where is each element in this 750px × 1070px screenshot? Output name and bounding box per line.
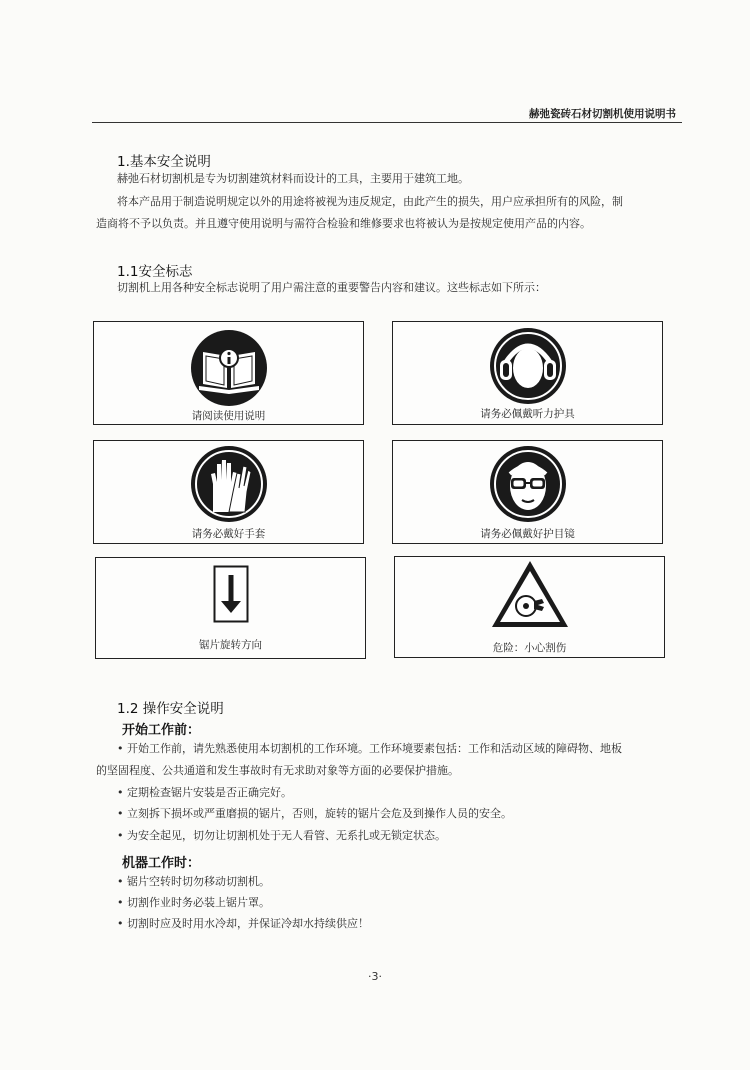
section-1-1-heading: 1.1安全标志: [117, 264, 193, 280]
goggles-icon: [488, 444, 568, 524]
during-item-2: • 切割作业时务必装上锯片罩。: [117, 896, 270, 909]
sign-goggles: [392, 440, 663, 544]
header-title: 赫弛瓷砖石材切割机使用说明书: [529, 108, 676, 120]
sign-cut-warning: [394, 556, 665, 658]
section-1-heading: 1.基本安全说明: [117, 154, 211, 170]
down-arrow-icon: [213, 565, 249, 623]
section-1-para-2-line-2: 造商将不予以负责。并且遵守使用说明与需符合检验和维修要求也将被认为是按规定使用产品的内容。: [96, 217, 591, 230]
sign-blade-rotation: [95, 557, 366, 659]
sign-gloves-label: 请务必戴好手套: [191, 528, 266, 540]
sign-blade-rotation-label: 锯片旋转方向: [199, 639, 262, 651]
header-rule: [92, 122, 682, 123]
during-item-3: • 切割时应及时用水冷却，并保证冷却水持续供应！: [117, 917, 369, 930]
before-work-heading: 开始工作前：: [122, 723, 201, 738]
sign-read-manual-label: 请阅读使用说明: [191, 410, 266, 422]
before-item-4: • 为安全起见，切勿让切割机处于无人看管、无系扎或无锁定状态。: [117, 829, 446, 842]
before-item-3: • 立刻拆下损坏或严重磨损的锯片，否则，旋转的锯片会危及到操作人员的安全。: [117, 807, 512, 820]
section-1-para-1: 赫弛石材切割机是专为切割建筑材料而设计的工具，主要用于建筑工地。: [117, 172, 469, 185]
during-work-heading: 机器工作时：: [122, 856, 201, 871]
sign-goggles-label: 请务必佩戴好护目镜: [480, 528, 575, 540]
during-item-1: • 锯片空转时切勿移动切割机。: [117, 875, 270, 888]
before-item-1-line-1: • 开始工作前，请先熟悉使用本切割机的工作环境。工作环境要素包括：工作和活动区域的障碍物、地板: [117, 742, 622, 755]
cut-warning-icon: [490, 559, 570, 631]
sign-hearing-protection: [392, 321, 663, 425]
before-item-1-line-2: 的坚固程度、公共通道和发生事故时有无求助对象等方面的必要保护措施。: [96, 764, 459, 777]
gloves-icon: [189, 444, 269, 524]
sign-gloves: [93, 440, 364, 544]
sign-read-manual: [93, 321, 364, 425]
sign-cut-warning-label: 危险：小心割伤: [492, 642, 567, 654]
before-item-2: • 定期检查锯片安装是否正确完好。: [117, 786, 292, 799]
section-1-para-2-line-1: 将本产品用于制造说明规定以外的用途将被视为违反规定，由此产生的损失，用户应承担所有的风险，制: [117, 195, 623, 208]
section-1-1-intro: 切割机上用各种安全标志说明了用户需注意的重要警告内容和建议。这些标志如下所示：: [117, 281, 546, 294]
sign-hearing-protection-label: 请务必佩戴听力护具: [480, 408, 575, 420]
page-number: ·3·: [368, 970, 382, 983]
read-manual-icon: [189, 328, 269, 408]
hearing-protection-icon: [488, 326, 568, 406]
section-1-2-heading: 1.2 操作安全说明: [117, 701, 224, 717]
